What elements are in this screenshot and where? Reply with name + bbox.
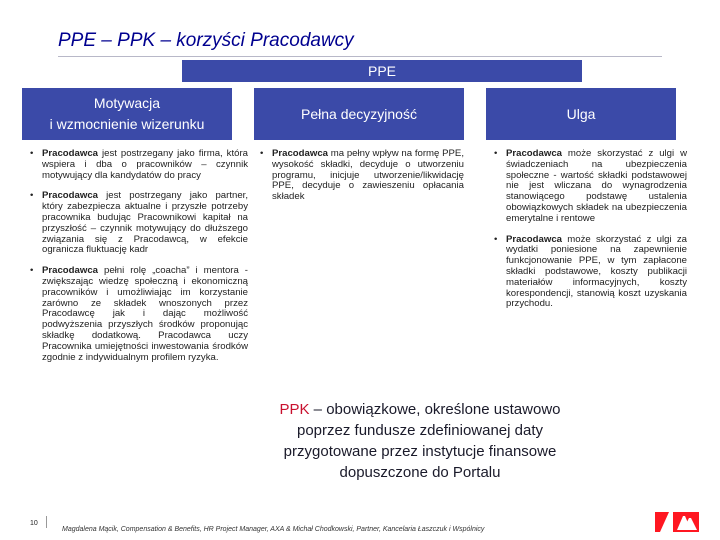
bullet-subject: Pracodawca <box>42 265 98 277</box>
bullet-text: może skorzystać z ulgi w świadczeniach na ubezpieczenia społeczne - wartość składki podstawowej nie jest wliczana do wynagrodzenia stanowiącego podstawę ustalenia obowiązkowych składek na ubezpieczenia emerytalne i rentowe <box>506 148 687 224</box>
bullet-text: pełni rolę „coacha” i mentora - zwiększając wiedzę społeczną i ekonomiczną pracowników i umożliwiając im korzystanie zarówno ze składek wnoszonych przez Pracodawcę jak i dając możliwość podwyższenia przyszłych środków proponując składkę dodatkową. Pracodawca uczy Pracownika umiejętności inwestowania środków zgodnie z indywidualnym profilem ryzyka. <box>42 265 248 363</box>
slide-title: PPE – PPK – korzyści Pracodawcy <box>58 30 354 51</box>
bullet-subject: Pracodawca <box>506 233 562 245</box>
column-motivation <box>28 149 248 373</box>
ppk-description: – obowiązkowe, określone ustawowo poprzez fundusze zdefiniowanej daty przygotowane przez instytucje finansowe dopuszczone do Portalu <box>283 401 561 481</box>
column-head-line: i wzmocnienie wizerunku <box>49 116 205 132</box>
bullet-item: • Pracodawca ma pełny wpływ na formę PPE, wysokość składki, decyduje o utworzeniu programu, inicjuje utworzenie/likwidację PPE, decyduje o zawieszeniu opłacania składek <box>260 148 464 203</box>
ppk-statement <box>270 399 570 483</box>
bullet-item: • Pracodawca może skorzystać z ulgi w świadczeniach na ubezpieczenia społeczne - wartość składki podstawowej nie jest wliczana do wynagrodzenia stanowiącego podstawę ustalenia obowiązkowych składek na ubezpieczenia emerytalne i rentowe <box>494 148 687 224</box>
column-head-line: Motywacja <box>93 95 161 111</box>
footer-credit: Magdalena Mącik, Compensation & Benefits, HR Project Manager, AXA & Michał Chodkowski, Partner, Kancelaria Łaszczuk i Wspólnicy <box>62 526 485 533</box>
title-divider <box>58 56 662 57</box>
bullet-item: • Pracodawca jest postrzegany jako firma, która wspiera i dba o pracowników – czynnik motywujący dla kandydatów do pracy <box>30 148 248 181</box>
column-head-motivation <box>22 88 232 140</box>
bullet-subject: Pracodawca <box>506 148 562 159</box>
bullet-text: ma pełny wpływ na formę PPE, wysokość składki, decyduje o utworzeniu programu, inicjuje utworzenie/likwidację PPE, decyduje o zawieszeniu opłacania składek <box>272 148 464 203</box>
axa-logo-icon <box>653 508 701 534</box>
bullet-text: może skorzystać z ulgi za wydatki poniesione na zapewnienie funkcjonowanie PPE, w tym zapłacone składki podstawowe, koszty publikacji materiałów informacyjnych, koszty korespondencji, stanowią koszt uzyskania przychodu. <box>506 233 687 310</box>
bullet-subject: Pracodawca <box>42 190 98 202</box>
bullet-text: jest postrzegany jako firma, która wspiera i dba o pracowników – czynnik motywujący dla kandydatów do pracy <box>42 148 248 181</box>
column-relief <box>492 149 687 320</box>
bullet-item: • Pracodawca może skorzystać z ulgi za wydatki poniesione na zapewnienie funkcjonowanie PPE, w tym zapłacone składki podstawowe, koszty publikacji materiałów informacyjnych, koszty korespondencji, stanowią koszt uzyskania przychodu. <box>494 233 687 310</box>
bullet-item: • Pracodawca jest postrzegany jako partner, który zabezpiecza aktualne i przyszłe potrzeby pracownika budując Pracownikowi kapitał na przyszłość – czynnik motywujący do dłuższego związania się z Pracodawcą, w efekcie ogranicza fluktuację kadr <box>30 190 248 256</box>
column-head-decision <box>254 88 464 140</box>
ppk-label: PPK <box>279 401 310 418</box>
bullet-subject: Pracodawca <box>272 148 328 159</box>
column-head-relief <box>486 88 676 140</box>
bullet-text: jest postrzegany jako partner, który zabezpiecza aktualne i przyszłe potrzeby pracownika budując Pracownikowi kapitał na przyszłość – czynnik motywujący do dłuższego związania się z Pracodawcą, w efekcie ogranicza fluktuację kadr <box>42 190 248 256</box>
page-number: 10 <box>30 520 38 527</box>
footer-divider <box>46 516 47 528</box>
column-head-line: Ulga <box>566 105 596 122</box>
bullet-subject: Pracodawca <box>42 148 98 159</box>
column-decision <box>258 149 464 213</box>
column-head-line: Pełna decyzyjność <box>301 105 417 122</box>
bullet-item: • Pracodawca pełni rolę „coacha” i mentora - zwiększając wiedzę społeczną i ekonomiczną pracowników i umożliwiając im korzystanie zarówno ze składek wnoszonych przez Pracodawcę jak i dając możliwość podwyższenia przyszłych środków proponując składkę dodatkową. Pracodawca uczy Pracownika umiejętności inwestowania środków zgodnie z indywidualnym profilem ryzyka. <box>30 265 248 363</box>
ppe-banner: PPE <box>182 60 582 82</box>
